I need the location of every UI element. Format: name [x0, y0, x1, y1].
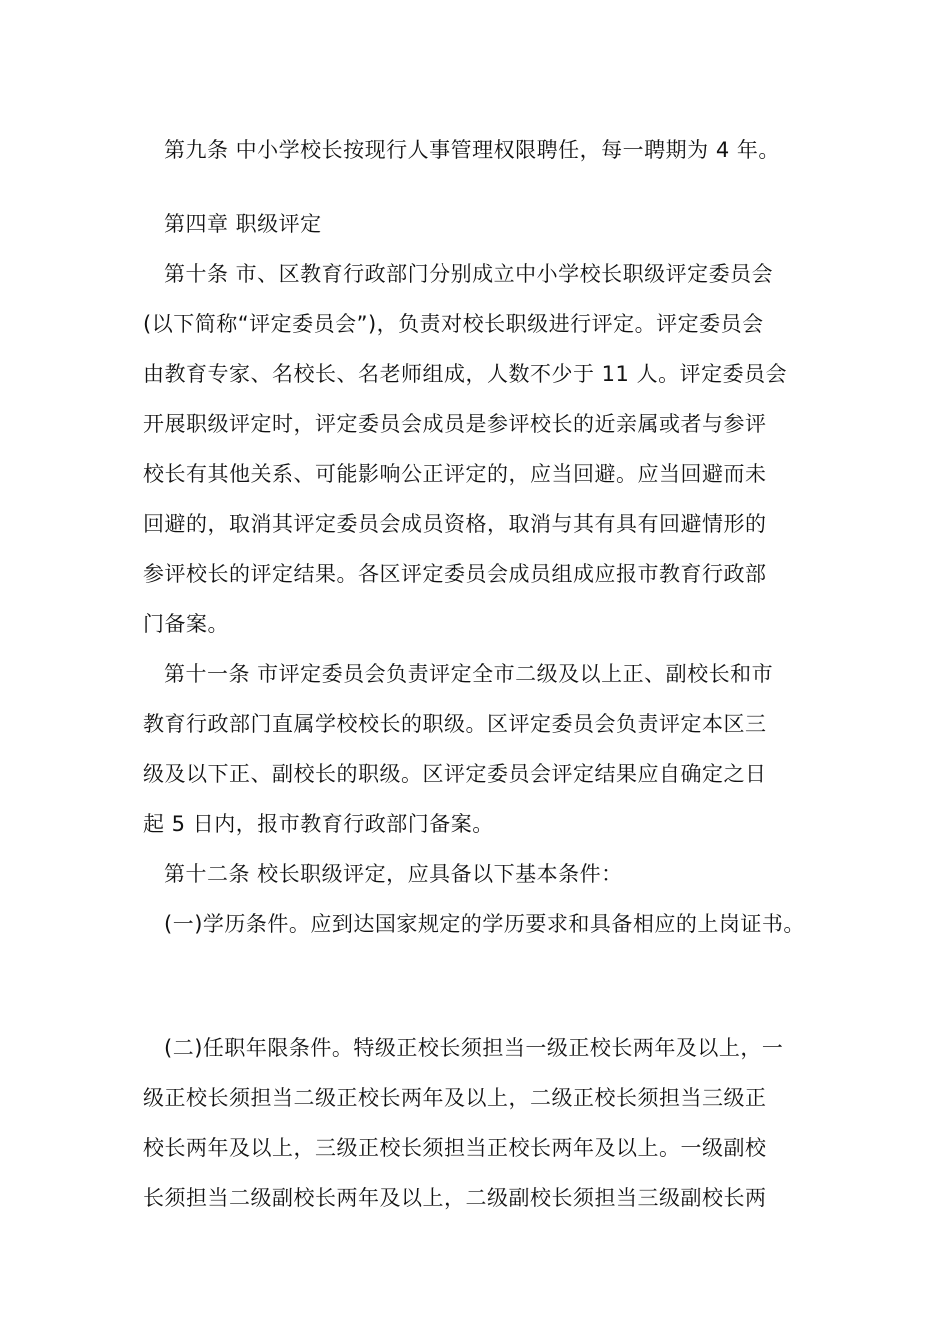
- article-9-line: 第九条 中小学校长按现行人事管理权限聘任，每一聘期为 4 年。: [164, 138, 780, 162]
- article-10-line: 校长有其他关系、可能影响公正评定的，应当回避。应当回避而未: [143, 462, 767, 486]
- condition-item-1: [143, 899, 811, 949]
- condition-item-2-line: (二)任职年限条件。特级正校长须担当一级正校长两年及以上，一: [164, 1036, 784, 1060]
- article-10-line: 参评校长的评定结果。各区评定委员会成员组成应报市教育行政部: [143, 562, 767, 586]
- condition-item-1-line: (一)学历条件。应到达国家规定的学历要求和具备相应的上岗证书。: [164, 912, 805, 936]
- article-10-line: (以下简称“评定委员会”)，负责对校长职级进行评定。评定委员会: [143, 312, 764, 336]
- article-10: [143, 249, 811, 649]
- article-11: [143, 649, 811, 849]
- article-12: [143, 849, 811, 899]
- article-12-line: 第十二条 校长职级评定，应具备以下基本条件：: [164, 862, 623, 886]
- article-10-line: 由教育专家、名校长、名老师组成，人数不少于 11 人。评定委员会: [143, 362, 788, 386]
- article-11-line: 教育行政部门直属学校校长的职级。区评定委员会负责评定本区三: [143, 712, 767, 736]
- article-11-line: 起 5 日内，报市教育行政部门备案。: [143, 812, 494, 836]
- article-10-line: 门备案。: [143, 612, 229, 636]
- article-10-line: 开展职级评定时，评定委员会成员是参评校长的近亲属或者与参评: [143, 412, 767, 436]
- condition-item-2-line: 校长两年及以上，三级正校长须担当正校长两年及以上。一级副校: [143, 1136, 767, 1160]
- chapter-4-heading: [143, 199, 811, 249]
- article-11-line: 级及以下正、副校长的职级。区评定委员会评定结果应自确定之日: [143, 762, 767, 786]
- condition-item-2-line: 长须担当二级副校长两年及以上，二级副校长须担当三级副校长两: [143, 1186, 767, 1210]
- article-9: [143, 125, 811, 175]
- condition-item-2-line: 级正校长须担当二级正校长两年及以上，二级正校长须担当三级正: [143, 1086, 767, 1110]
- article-10-line: 回避的，取消其评定委员会成员资格，取消与其有具有回避情形的: [143, 512, 767, 536]
- article-11-line: 第十一条 市评定委员会负责评定全市二级及以上正、副校长和市: [164, 662, 774, 686]
- chapter-title: 第四章 职级评定: [164, 212, 322, 236]
- article-10-line: 第十条 市、区教育行政部门分别成立中小学校长职级评定委员会: [164, 262, 774, 286]
- condition-item-2: [143, 1023, 811, 1223]
